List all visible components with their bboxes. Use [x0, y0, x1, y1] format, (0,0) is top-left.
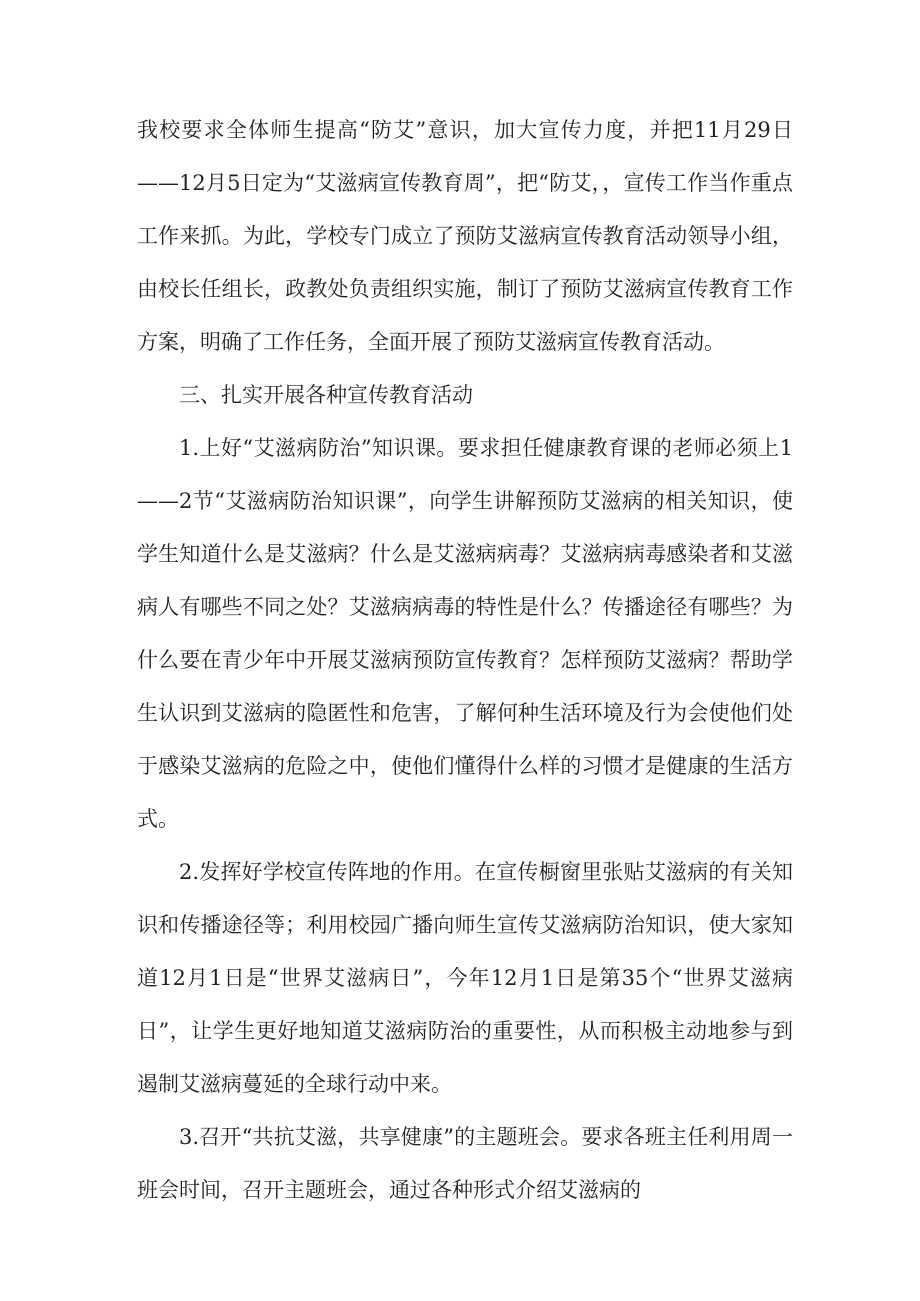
paragraph-item-2: 2.发挥好学校宣传阵地的作用。在宣传橱窗里张贴艾滋病的有关知识和传播途径等；利用校园广播向师生宣传艾滋病防治知识，使大家知道12月1日是“世界艾滋病日”，今年12月1日是第35个“世界艾滋病日”，让学生更好地知道艾滋病防治的重要性，从而积极主动地参与到遏制艾滋病蔓延的全球行动中来。: [137, 860, 793, 1096]
paragraph-intro: 我校要求全体师生提高“防艾”意识，加大宣传力度，并把11月29日——12月5日定为“艾滋病宣传教育周”，把“防艾，，宣传工作当作重点工作来抓。为此，学校专门成立了预防艾滋病宣传教育活动领导小组，由校长任组长，政教处负责组织实施，制订了预防艾滋病宣传教育工作方案，明确了工作任务，全面开展了预防艾滋病宣传教育活动。: [137, 118, 793, 354]
document-body: [137, 104, 793, 1217]
section-heading: 三、扎实开展各种宣传教育活动: [179, 383, 473, 407]
paragraph-item-1: 1.上好“艾滋病防治”知识课。要求担任健康教育课的老师必须上1——2节“艾滋病防治知识课”，向学生讲解预防艾滋病的相关知识，使学生知道什么是艾滋病？什么是艾滋病病毒？艾滋病病毒感染者和艾滋病人有哪些不同之处？艾滋病病毒的特性是什么？传播途径有哪些？为什么要在青少年中开展艾滋病预防宣传教育？怎样预防艾滋病？帮助学生认识到艾滋病的隐匿性和危害，了解何种生活环境及行为会使他们处于感染艾滋病的危险之中，使他们懂得什么样的习惯才是健康的生活方式。: [137, 436, 793, 831]
paragraph-item-3: 3.召开“共抗艾滋，共享健康”的主题班会。要求各班主任利用周一班会时间，召开主题班会，通过各种形式介绍艾滋病的: [137, 1125, 793, 1202]
